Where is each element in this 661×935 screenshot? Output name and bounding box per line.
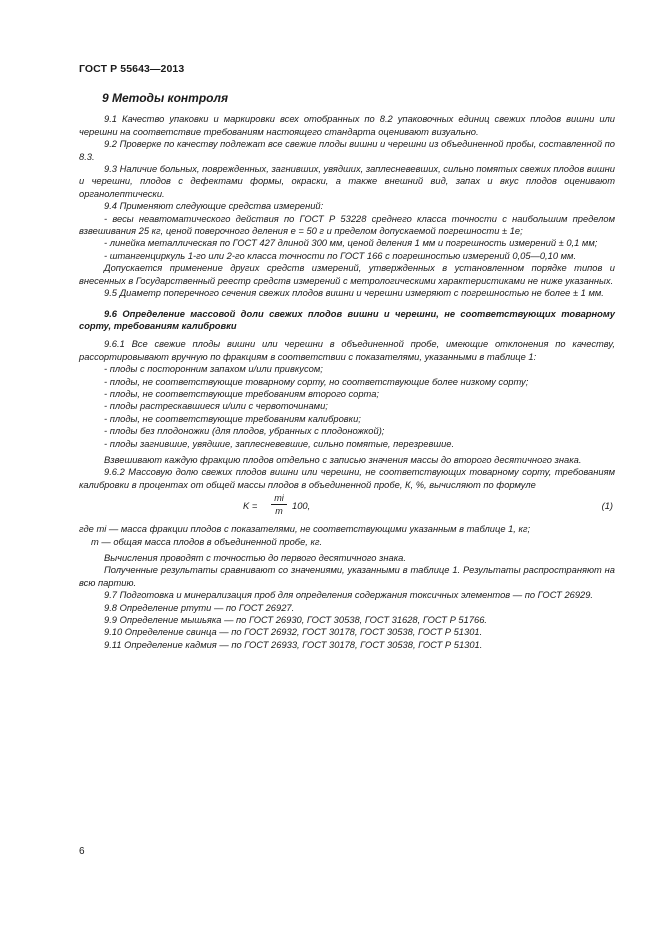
formula-numerator: mi xyxy=(274,493,284,504)
subsection-9-6-title: 9.6 Определение массовой доли свежих плодов вишни и черешни, не соответствующих товарному сорту, требованиям калибровки xyxy=(79,308,615,331)
section-title: 9 Методы контроля xyxy=(102,91,229,105)
paragraph-9-4-allowed: Допускается применение других средств измерений, утвержденных в установленном порядке типов и внесенных в Государственный реестр средств измерений с метрологическими характеристиками не ниже указанных. xyxy=(79,263,615,286)
paragraph-results: Полученные результаты сравнивают со значениями, указанными в таблице 1. Результаты распространяют на всю партию. xyxy=(79,565,615,588)
document-content xyxy=(79,92,615,651)
list-item: - плоды растрескавшиеся и/или с червоточинами; xyxy=(104,401,328,412)
paragraph-calc: Вычисления проводят с точностью до первого десятичного знака. xyxy=(104,553,406,563)
paragraph-9-2: 9.2 Проверке по качеству подлежат все свежие плоды вишни и черешни из объединенной пробы, составленной по 8.3. xyxy=(79,139,615,162)
page-number: 6 xyxy=(79,846,85,857)
list-item: - плоды, не соответствующие товарному сорту, но соответствующие более низкому сорту; xyxy=(104,376,529,387)
formula-where-mi: где mi — масса фракции плодов с показателями, не соответствующими указанным в таблице 1, кг; xyxy=(79,524,531,535)
paragraph-9-7: 9.7 Подготовка и минерализация проб для определения содержания токсичных элементов — по ГОСТ 26929. xyxy=(104,590,594,601)
formula-denominator: m xyxy=(275,506,283,517)
paragraph-9-4-ruler: - линейка металлическая по ГОСТ 427 длиной 300 мм, ценой деления 1 мм и погрешность измерений ± 0,1 мм; xyxy=(104,238,598,249)
formula-fraction xyxy=(271,493,287,516)
paragraph-9-5: 9.5 Диаметр поперечного сечения свежих плодов вишни и черешни измеряют с погрешностью не более ± 1 мм. xyxy=(104,288,604,299)
list-item: - плоды загнившие, увядшие, заплесневевшие, сильно помятые, перезревшие. xyxy=(104,438,455,449)
list-item: - плоды с посторонним запахом и/или привкусом; xyxy=(104,364,323,375)
formula-where-m: m — общая масса плодов в объединенной пробе, кг. xyxy=(91,536,323,547)
list-item: - плоды, не соответствующие требованиям калибровки; xyxy=(104,413,361,424)
paragraph-9-6-2: 9.6.2 Массовую долю свежих плодов вишни или черешни, не соответствующих товарному сорту, требованиям калибровки в процентах от общей массы плодов в объединенной пробе, К, %, вычисляют по формуле xyxy=(79,467,615,490)
formula-number: (1) xyxy=(601,501,613,512)
paragraph-9-11: 9.11 Определение кадмия — по ГОСТ 26933, ГОСТ 30178, ГОСТ 30538, ГОСТ Р 51301. xyxy=(104,639,483,650)
list-item: - плоды, не соответствующие требованиям второго сорта; xyxy=(104,388,380,399)
paragraph-9-1: 9.1 Качество упаковки и маркировки всех отобранных по 8.2 упаковочных единиц свежих плодов вишни или черешни на соответствие требованиям настоящего стандарта оценивают визуально. xyxy=(79,114,615,137)
paragraph-weigh: Взвешивают каждую фракцию плодов отдельно с записью значения массы до второго десятичного знака. xyxy=(104,454,582,465)
list-item: - плоды без плодоножки (для плодов, убранных с плодоножкой); xyxy=(104,426,385,437)
document-header: ГОСТ Р 55643—2013 xyxy=(79,63,185,75)
paragraph-9-4-caliper: - штангенциркуль 1-го или 2-го класса точности по ГОСТ 166 с погрешностью измерений 0,05—0,10 мм. xyxy=(104,250,577,261)
fraction-bar xyxy=(271,504,287,505)
paragraph-9-9: 9.9 Определение мышьяка — по ГОСТ 26930, ГОСТ 30538, ГОСТ 31628, ГОСТ Р 51766. xyxy=(104,615,488,626)
formula-rhs: 100, xyxy=(292,501,311,512)
formula-1 xyxy=(79,493,615,519)
paragraph-9-4-scales: - весы неавтоматического действия по ГОСТ Р 53228 среднего класса точности с наибольшим пределом взвешивания 25 кг, ценой поверочного деления е = 50 г и пределом допускаемой погрешности ± 1е; xyxy=(79,213,615,237)
paragraph-9-3: 9.3 Наличие больных, поврежденных, загнивших, увядших, заплесневевших, сильно помятых свежих плодов вишни и черешни, плодов с дефектами формы, окраски, а также внешний вид, запах и вкус плодов оценивают органолептически. xyxy=(79,164,615,199)
paragraph-9-10: 9.10 Определение свинца — по ГОСТ 26932, ГОСТ 30178, ГОСТ 30538, ГОСТ Р 51301. xyxy=(104,627,483,638)
paragraph-9-6-1: 9.6.1 Все свежие плоды вишни или черешни в объединенной пробе, имеющие отклонения по качеству, рассортировывают вручную по фракциям в соответствии с показателями, указанными в таблице 1: xyxy=(79,339,615,362)
paragraph-9-4: 9.4 Применяют следующие средства измерений: xyxy=(104,201,324,212)
paragraph-9-8: 9.8 Определение ртути — по ГОСТ 26927. xyxy=(104,602,295,613)
formula-lhs: K = xyxy=(243,501,258,512)
